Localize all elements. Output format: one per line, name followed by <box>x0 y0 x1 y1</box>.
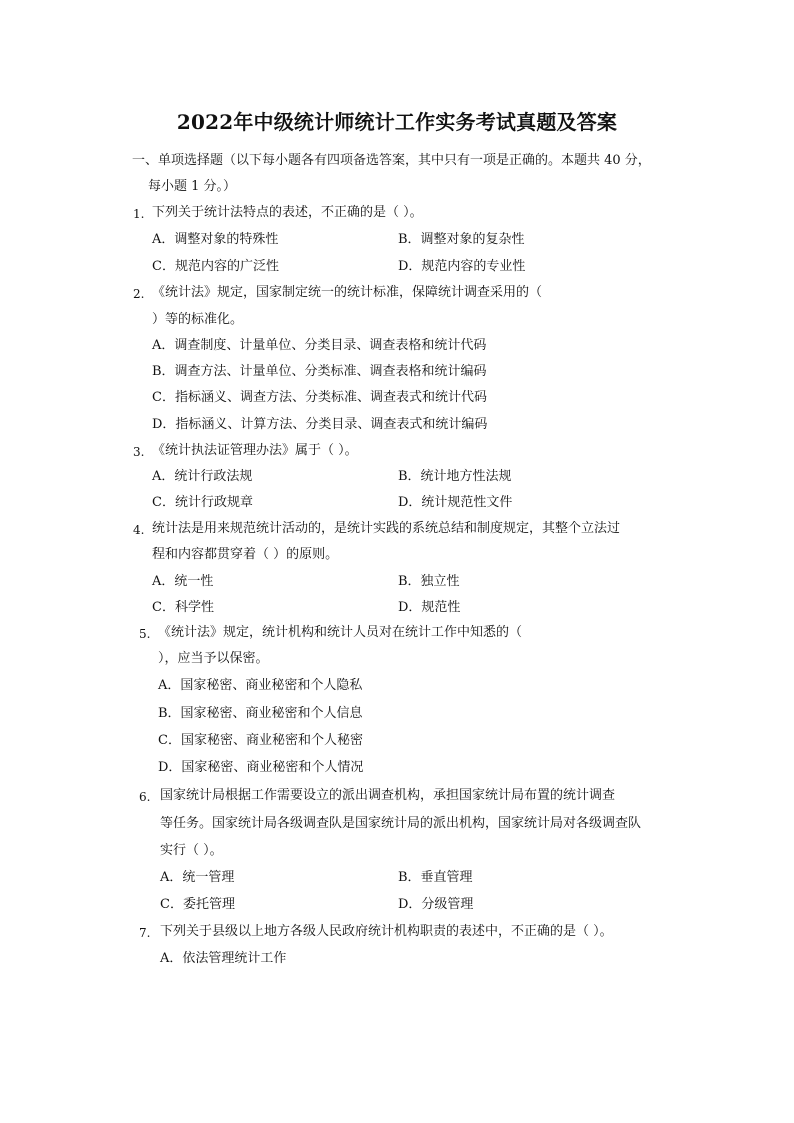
question-number: 3. <box>133 445 145 459</box>
question-number: 7. <box>139 926 151 940</box>
option-a: A．调查制度、计量单位、分类目录、调查表格和统计代码 <box>152 338 487 353</box>
option-c: C．规范内容的广泛性 <box>152 259 279 274</box>
option-a: A．国家秘密、商业秘密和个人隐私 <box>158 678 363 693</box>
option-b: B．统计地方性法规 <box>398 469 512 484</box>
option-d: D．统计规范性文件 <box>398 495 513 510</box>
option-b: B．国家秘密、商业秘密和个人信息 <box>158 706 363 721</box>
option-a: A．统一性 <box>152 574 214 589</box>
question-stem: 统计法是用来规范统计活动的，是统计实践的系统总结和制度规定，其整个立法过 <box>152 521 621 536</box>
section-heading: 一、单项选择题（以下每小题各有四项备选答案，其中只有一项是正确的。本题共 40 分， <box>132 153 651 168</box>
question-stem-continued: 实行（ ）。 <box>160 843 223 858</box>
option-a: A．调整对象的特殊性 <box>152 232 279 247</box>
question-number: 5. <box>139 627 151 641</box>
page-title: 2022年中级统计师统计工作实务考试真题及答案 <box>176 110 618 134</box>
option-d: D．指标涵义、计算方法、分类目录、调查表式和统计编码 <box>152 417 488 432</box>
option-d: D．分级管理 <box>398 897 474 912</box>
question-stem-continued: 程和内容都贯穿着（ ）的原则。 <box>152 547 339 562</box>
question-number: 1. <box>133 207 145 221</box>
question-number: 6. <box>139 790 151 804</box>
option-c: C．国家秘密、商业秘密和个人秘密 <box>158 733 363 748</box>
option-b: B．独立性 <box>398 574 460 589</box>
option-d: D．规范性 <box>398 600 461 615</box>
question-stem: 下列关于统计法特点的表述，不正确的是（ ）。 <box>152 205 423 220</box>
option-d: D．规范内容的专业性 <box>398 259 526 274</box>
option-b: B．调查方法、计量单位、分类标准、调查表格和统计编码 <box>152 364 487 379</box>
option-c: C．委托管理 <box>160 897 235 912</box>
question-number: 4. <box>133 523 145 537</box>
question-stem: 下列关于县级以上地方各级人民政府统计机构职责的表述中，不正确的是（ ）。 <box>160 924 613 939</box>
option-b: B．调整对象的复杂性 <box>398 232 525 247</box>
option-b: B．垂直管理 <box>398 870 473 885</box>
question-stem: 《统计法》规定，国家制定统一的统计标准，保障统计调查采用的（ <box>152 285 543 300</box>
section-heading-continued: 每小题 1 分。） <box>148 179 237 194</box>
option-a: A．统计行政法规 <box>152 469 253 484</box>
option-c: C．统计行政规章 <box>152 495 253 510</box>
option-d: D．国家秘密、商业秘密和个人情况 <box>158 760 364 775</box>
question-stem-continued: ），应当予以保密。 <box>158 651 269 666</box>
question-number: 2. <box>133 287 145 301</box>
option-c: C．指标涵义、调查方法、分类标准、调查表式和统计代码 <box>152 390 487 405</box>
question-stem-continued: ）等的标准化。 <box>152 312 244 327</box>
question-stem: 《统计执法证管理办法》属于（ ）。 <box>152 443 358 458</box>
question-stem: 《统计法》规定，统计机构和统计人员对在统计工作中知悉的（ <box>158 625 523 640</box>
question-stem-continued: 等任务。国家统计局各级调查队是国家统计局的派出机构，国家统计局对各级调查队 <box>160 816 642 831</box>
question-stem: 国家统计局根据工作需要设立的派出调查机构，承担国家统计局布置的统计调查 <box>160 788 616 803</box>
option-c: C．科学性 <box>152 600 214 615</box>
option-a: A．统一管理 <box>160 870 235 885</box>
option-a: A．依法管理统计工作 <box>160 951 287 966</box>
